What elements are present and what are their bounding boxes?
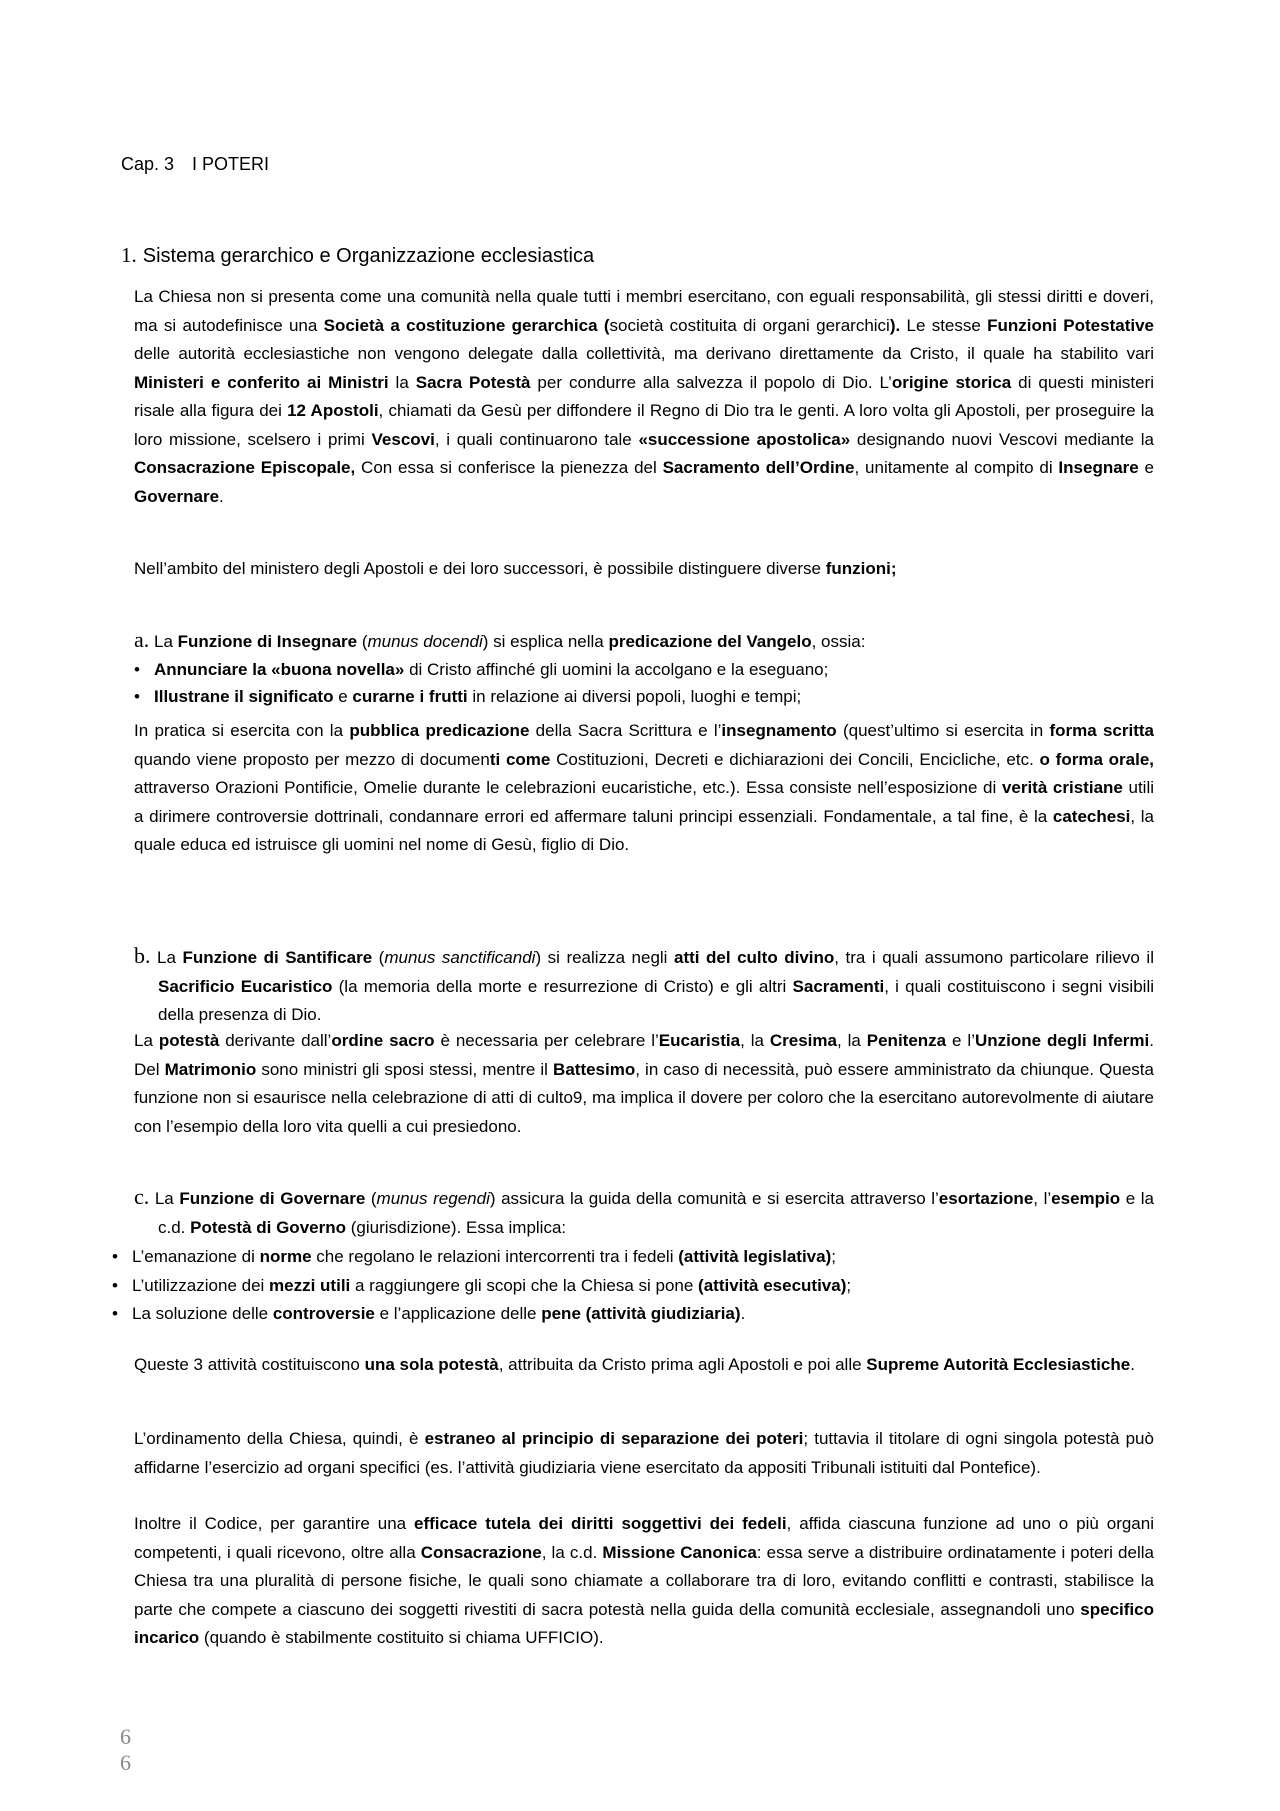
bullet-item: • Illustrane il significato e curarne i frutti in relazione ai diversi popoli, luoghi e tempi; bbox=[134, 683, 1154, 710]
item-a-label: a. bbox=[134, 627, 150, 652]
bullet-item: • L’utilizzazione dei mezzi utili a raggiungere gli scopi che la Chiesa si pone (attività esecutiva); bbox=[112, 1272, 1154, 1301]
item-c-intro bbox=[134, 1183, 1154, 1242]
item-c-text: La Funzione di Governare (munus regendi) assicura la guida della comunità e si esercita attraverso l’esortazione, l’esempio e la c.d. Potestà di Governo (giurisdizione). Essa implica: bbox=[149, 1189, 1154, 1237]
item-a-bullets bbox=[134, 656, 1154, 710]
section-heading bbox=[121, 243, 594, 268]
paragraph-c-single-power: Queste 3 attività costituiscono una sola potestà, attribuita da Cristo prima agli Apostoli e poi alle Supreme Autorità Ecclesiastiche. bbox=[134, 1355, 1135, 1374]
paragraph-c-mission: Inoltre il Codice, per garantire una efficace tutela dei diritti soggettivi dei fedeli, affida ciascuna funzione ad uno o più organi competenti, i quali ricevono, oltre alla Consacrazione, la c.d. Missione Canonica: essa serve a distribuire ordinatamente i poteri della Chiesa tra una pluralità di persone fisiche, le quali sono chiamate a collaborare tra di loro, evitando conflitti e contrasti, stabilisce la parte che compete a ciascuno dei soggetti rivestiti di sacra potestà nella guida della comunità ecclesiale, assegnandoli uno specifico incarico (quando è stabilmente costituito si chiama UFFICIO). bbox=[134, 1514, 1154, 1647]
item-b-text: La Funzione di Santificare (munus sanctificandi) si realizza negli atti del culto divino, tra i quali assumono particolare rilievo il Sacrificio Eucaristico (la memoria della morte e resurrezione di Cristo) e gli altri Sacramenti, i quali costituiscono i segni visibili della presenza di Dio. bbox=[150, 948, 1154, 1024]
bullet-item: • L’emanazione di norme che regolano le relazioni intercorrenti tra i fedeli (attività legislativa); bbox=[112, 1243, 1154, 1272]
item-a-text: La Funzione di Insegnare (munus docendi) si esplica nella predicazione del Vangelo, ossia: bbox=[149, 632, 866, 651]
page-number: 6 6 bbox=[120, 1724, 131, 1775]
section-title: Sistema gerarchico e Organizzazione ecclesiastica bbox=[142, 245, 595, 267]
paragraph-c-separation: L’ordinamento della Chiesa, quindi, è estraneo al principio di separazione dei poteri; tuttavia il titolare di ogni singola potestà può affidarne l’esercizio ad organi specifici (es. l’attività giudiziaria viene esercitato da appositi Tribunali istituiti dal Pontefice). bbox=[134, 1429, 1154, 1477]
chapter-title: I POTERI bbox=[192, 154, 270, 174]
paragraph-a-detail: In pratica si esercita con la pubblica predicazione della Sacra Scrittura e l’insegnamento (quest’ultimo si esercita in forma scritta quando viene proposto per mezzo di documenti come Costituzioni, Decreti e dichiarazioni dei Concili, Encicliche, etc. o forma orale, attraverso Orazioni Pontificie, Omelie durante le celebrazioni eucaristiche, etc.). Essa consiste nell’esposizione di verità cristiane utili a dirimere controversie dottrinali, condannare errori ed affermare taluni principi essenziali. Fondamentale, a tal fine, è la catechesi, la quale educa ed istruisce gli uomini nel nome di Gesù, figlio di Dio. bbox=[134, 721, 1155, 854]
item-b-label: b. bbox=[134, 943, 151, 968]
chapter-number: Cap. 3 bbox=[121, 154, 175, 174]
item-a-intro bbox=[134, 626, 1154, 657]
bullet-item: • Annunciare la «buona novella» di Cristo affinché gli uomini la accolgano e la eseguano; bbox=[134, 656, 1154, 683]
paragraph-intro: La Chiesa non si presenta come una comunità nella quale tutti i membri esercitano, con eguali responsabilità, gli stessi diritti e doveri, ma si autodefinisce una Società a costituzione gerarchica (società costituita di organi gerarchici). Le stesse Funzioni Potestative delle autorità ecclesiastiche non vengono delegate dalla collettività, ma derivano direttamente da Cristo, il quale ha stabilito vari Ministeri e conferito ai Ministri la Sacra Potestà per condurre alla salvezza il popolo di Dio. L’origine storica di questi ministeri risale alla figura dei 12 Apostoli, chiamati da Gesù per diffondere il Regno di Dio tra le genti. A loro volta gli Apostoli, per proseguire la loro missione, scelsero i primi Vescovi, i quali continuarono tale «successione apostolica» designando nuovi Vescovi mediante la Consacrazione Episcopale, Con essa si conferisce la pienezza del Sacramento dell’Ordine, unitamente al compito di Insegnare e Governare. bbox=[134, 287, 1155, 506]
item-c-label: c. bbox=[134, 1184, 150, 1209]
bullet-item: • La soluzione delle controversie e l’applicazione delle pene (attività giudiziaria). bbox=[112, 1300, 1154, 1329]
chapter-heading bbox=[121, 154, 269, 175]
section-number: 1. bbox=[121, 243, 137, 267]
paragraph-b-detail: La potestà derivante dall’ordine sacro è necessaria per celebrare l’Eucaristia, la Cresima, la Penitenza e l’Unzione degli Infermi. Del Matrimonio sono ministri gli sposi stessi, mentre il Battesimo, in caso di necessità, può essere amministrato da chiunque. Questa funzione non si esaurisce nella celebrazione di atti di culto9, ma implica il dovere per coloro che la esercitano autorevolmente di aiutare con l’esempio della loro vita quelli a cui presiedono. bbox=[134, 1031, 1154, 1136]
item-c-bullets bbox=[112, 1243, 1154, 1329]
paragraph-functions: Nell’ambito del ministero degli Apostoli e dei loro successori, è possibile distinguere diverse funzioni; bbox=[134, 559, 897, 578]
item-b-intro bbox=[134, 942, 1154, 1030]
